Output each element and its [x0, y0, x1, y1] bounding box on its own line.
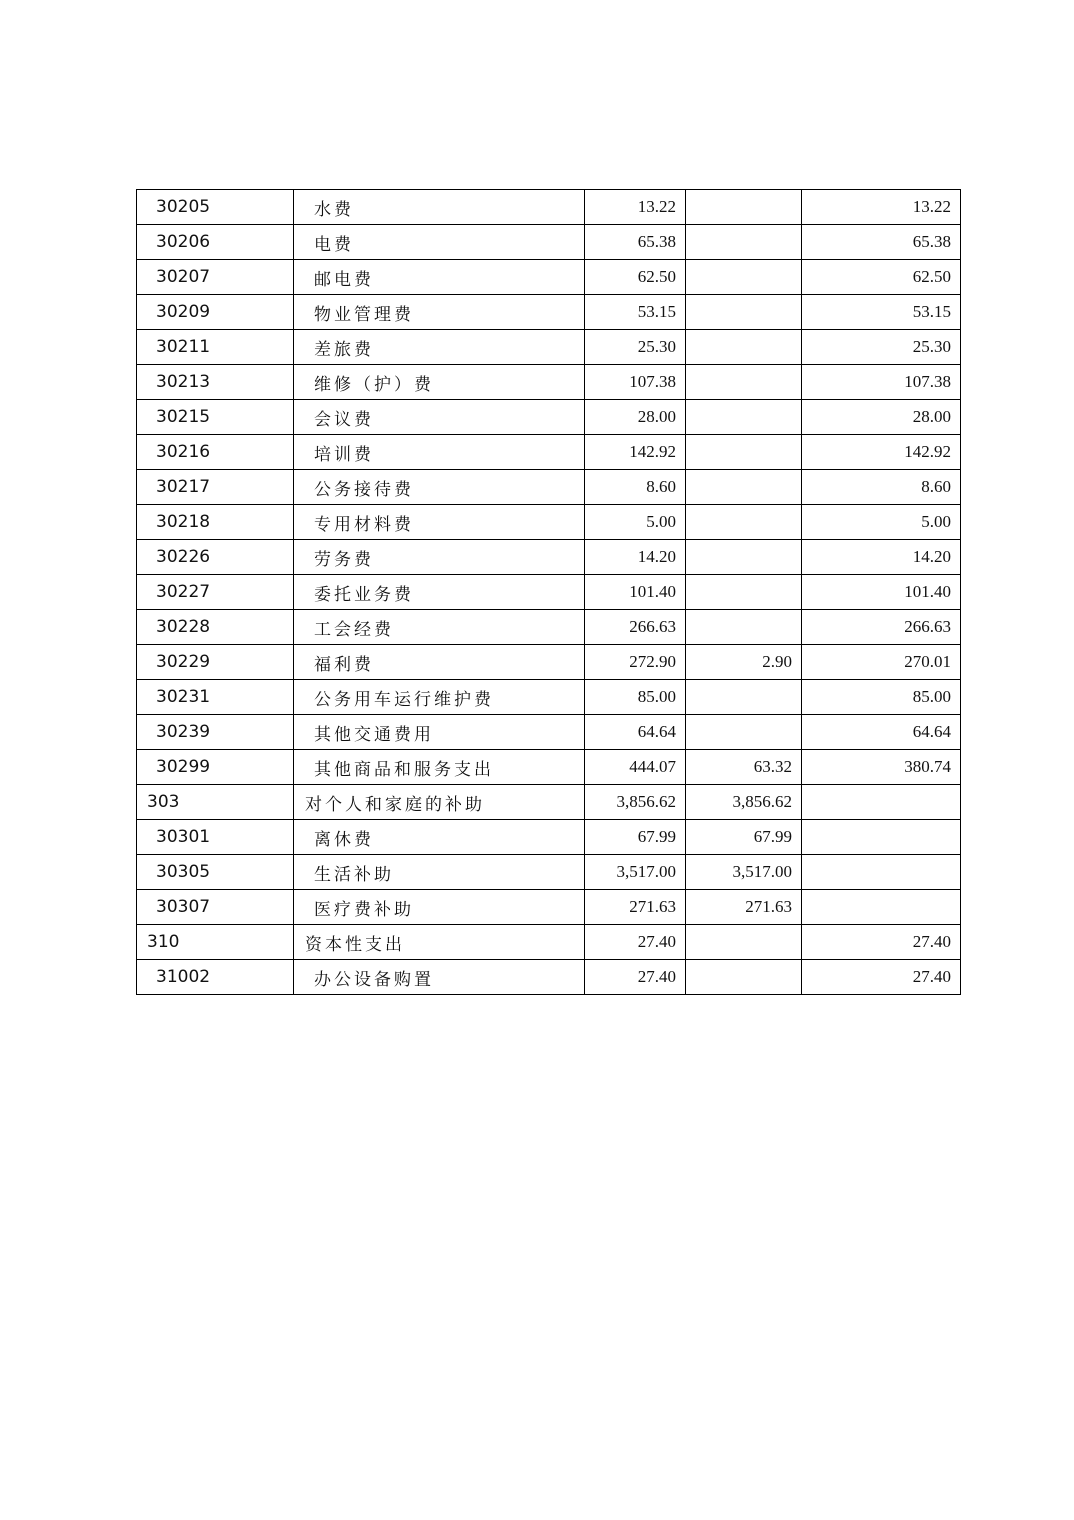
economic-code-cell: 30305: [137, 855, 294, 890]
project-expenditure-cell: 13.22: [802, 190, 961, 225]
economic-code-cell: 303: [137, 785, 294, 820]
total-amount-cell: 14.20: [585, 540, 686, 575]
item-name-cell: 物业管理费: [294, 295, 585, 330]
item-name-cell: 劳务费: [294, 540, 585, 575]
economic-code-cell: 30227: [137, 575, 294, 610]
table-row: [137, 190, 961, 225]
item-name-cell: 资本性支出: [294, 925, 585, 960]
table-row: [137, 400, 961, 435]
table-row: [137, 855, 961, 890]
table-row: [137, 785, 961, 820]
basic-expenditure-cell: [686, 610, 802, 645]
economic-code-cell: 30206: [137, 225, 294, 260]
basic-expenditure-cell: [686, 295, 802, 330]
total-amount-cell: 27.40: [585, 960, 686, 995]
item-name-cell: 离休费: [294, 820, 585, 855]
item-name-cell: 会议费: [294, 400, 585, 435]
table-row: [137, 610, 961, 645]
total-amount-cell: 107.38: [585, 365, 686, 400]
economic-code-cell: 30307: [137, 890, 294, 925]
project-expenditure-cell: 380.74: [802, 750, 961, 785]
table-body: [137, 190, 961, 995]
item-name-cell: 生活补助: [294, 855, 585, 890]
basic-expenditure-cell: [686, 505, 802, 540]
item-name-cell: 邮电费: [294, 260, 585, 295]
basic-expenditure-cell: 63.32: [686, 750, 802, 785]
item-name-cell: 工会经费: [294, 610, 585, 645]
economic-code-cell: 30215: [137, 400, 294, 435]
basic-expenditure-cell: [686, 680, 802, 715]
table-row: [137, 365, 961, 400]
basic-expenditure-cell: 3,517.00: [686, 855, 802, 890]
table-row: [137, 540, 961, 575]
economic-code-cell: 30228: [137, 610, 294, 645]
economic-code-cell: 30299: [137, 750, 294, 785]
basic-expenditure-cell: 67.99: [686, 820, 802, 855]
total-amount-cell: 101.40: [585, 575, 686, 610]
table-row: [137, 330, 961, 365]
project-expenditure-cell: 5.00: [802, 505, 961, 540]
basic-expenditure-cell: 2.90: [686, 645, 802, 680]
basic-expenditure-cell: [686, 715, 802, 750]
item-name-cell: 培训费: [294, 435, 585, 470]
basic-expenditure-cell: [686, 190, 802, 225]
economic-code-cell: 30211: [137, 330, 294, 365]
table-row: [137, 575, 961, 610]
basic-expenditure-cell: [686, 330, 802, 365]
item-name-cell: 维修（护）费: [294, 365, 585, 400]
total-amount-cell: 53.15: [585, 295, 686, 330]
project-expenditure-cell: 53.15: [802, 295, 961, 330]
basic-expenditure-cell: [686, 540, 802, 575]
project-expenditure-cell: [802, 855, 961, 890]
table-row: [137, 750, 961, 785]
table-row: [137, 960, 961, 995]
project-expenditure-cell: 107.38: [802, 365, 961, 400]
economic-code-cell: 30205: [137, 190, 294, 225]
item-name-cell: 医疗费补助: [294, 890, 585, 925]
project-expenditure-cell: 62.50: [802, 260, 961, 295]
total-amount-cell: 85.00: [585, 680, 686, 715]
total-amount-cell: 27.40: [585, 925, 686, 960]
item-name-cell: 差旅费: [294, 330, 585, 365]
total-amount-cell: 3,517.00: [585, 855, 686, 890]
total-amount-cell: 142.92: [585, 435, 686, 470]
project-expenditure-cell: 85.00: [802, 680, 961, 715]
item-name-cell: 专用材料费: [294, 505, 585, 540]
item-name-cell: 公务用车运行维护费: [294, 680, 585, 715]
economic-code-cell: 30209: [137, 295, 294, 330]
table-row: [137, 470, 961, 505]
total-amount-cell: 62.50: [585, 260, 686, 295]
total-amount-cell: 272.90: [585, 645, 686, 680]
total-amount-cell: 8.60: [585, 470, 686, 505]
basic-expenditure-cell: 271.63: [686, 890, 802, 925]
economic-code-cell: 30218: [137, 505, 294, 540]
table-row: [137, 680, 961, 715]
item-name-cell: 办公设备购置: [294, 960, 585, 995]
project-expenditure-cell: 270.01: [802, 645, 961, 680]
table-row: [137, 820, 961, 855]
item-name-cell: 福利费: [294, 645, 585, 680]
total-amount-cell: 5.00: [585, 505, 686, 540]
table-row: [137, 225, 961, 260]
project-expenditure-cell: 28.00: [802, 400, 961, 435]
item-name-cell: 公务接待费: [294, 470, 585, 505]
project-expenditure-cell: 101.40: [802, 575, 961, 610]
table-row: [137, 260, 961, 295]
basic-expenditure-cell: [686, 260, 802, 295]
project-expenditure-cell: 27.40: [802, 925, 961, 960]
basic-expenditure-cell: [686, 400, 802, 435]
total-amount-cell: 266.63: [585, 610, 686, 645]
total-amount-cell: 444.07: [585, 750, 686, 785]
economic-code-cell: 30239: [137, 715, 294, 750]
project-expenditure-cell: [802, 785, 961, 820]
economic-code-cell: 30231: [137, 680, 294, 715]
item-name-cell: 其他交通费用: [294, 715, 585, 750]
table-row: [137, 645, 961, 680]
total-amount-cell: 28.00: [585, 400, 686, 435]
total-amount-cell: 65.38: [585, 225, 686, 260]
table-row: [137, 715, 961, 750]
total-amount-cell: 3,856.62: [585, 785, 686, 820]
basic-expenditure-cell: [686, 225, 802, 260]
project-expenditure-cell: 27.40: [802, 960, 961, 995]
economic-code-cell: 30207: [137, 260, 294, 295]
project-expenditure-cell: [802, 890, 961, 925]
project-expenditure-cell: 8.60: [802, 470, 961, 505]
table-row: [137, 505, 961, 540]
project-expenditure-cell: 142.92: [802, 435, 961, 470]
economic-code-cell: 30217: [137, 470, 294, 505]
item-name-cell: 其他商品和服务支出: [294, 750, 585, 785]
total-amount-cell: 271.63: [585, 890, 686, 925]
table-row: [137, 890, 961, 925]
project-expenditure-cell: [802, 820, 961, 855]
total-amount-cell: 13.22: [585, 190, 686, 225]
economic-code-cell: 30229: [137, 645, 294, 680]
project-expenditure-cell: 266.63: [802, 610, 961, 645]
total-amount-cell: 67.99: [585, 820, 686, 855]
budget-expenditure-table: [136, 189, 961, 995]
economic-code-cell: 30216: [137, 435, 294, 470]
table-row: [137, 925, 961, 960]
item-name-cell: 电费: [294, 225, 585, 260]
basic-expenditure-cell: [686, 365, 802, 400]
project-expenditure-cell: 14.20: [802, 540, 961, 575]
basic-expenditure-cell: [686, 575, 802, 610]
economic-code-cell: 310: [137, 925, 294, 960]
table-row: [137, 295, 961, 330]
item-name-cell: 水费: [294, 190, 585, 225]
economic-code-cell: 30226: [137, 540, 294, 575]
item-name-cell: 对个人和家庭的补助: [294, 785, 585, 820]
basic-expenditure-cell: [686, 960, 802, 995]
total-amount-cell: 64.64: [585, 715, 686, 750]
basic-expenditure-cell: 3,856.62: [686, 785, 802, 820]
item-name-cell: 委托业务费: [294, 575, 585, 610]
economic-code-cell: 31002: [137, 960, 294, 995]
basic-expenditure-cell: [686, 435, 802, 470]
basic-expenditure-cell: [686, 470, 802, 505]
table-row: [137, 435, 961, 470]
project-expenditure-cell: 64.64: [802, 715, 961, 750]
project-expenditure-cell: 65.38: [802, 225, 961, 260]
project-expenditure-cell: 25.30: [802, 330, 961, 365]
economic-code-cell: 30301: [137, 820, 294, 855]
total-amount-cell: 25.30: [585, 330, 686, 365]
economic-code-cell: 30213: [137, 365, 294, 400]
basic-expenditure-cell: [686, 925, 802, 960]
